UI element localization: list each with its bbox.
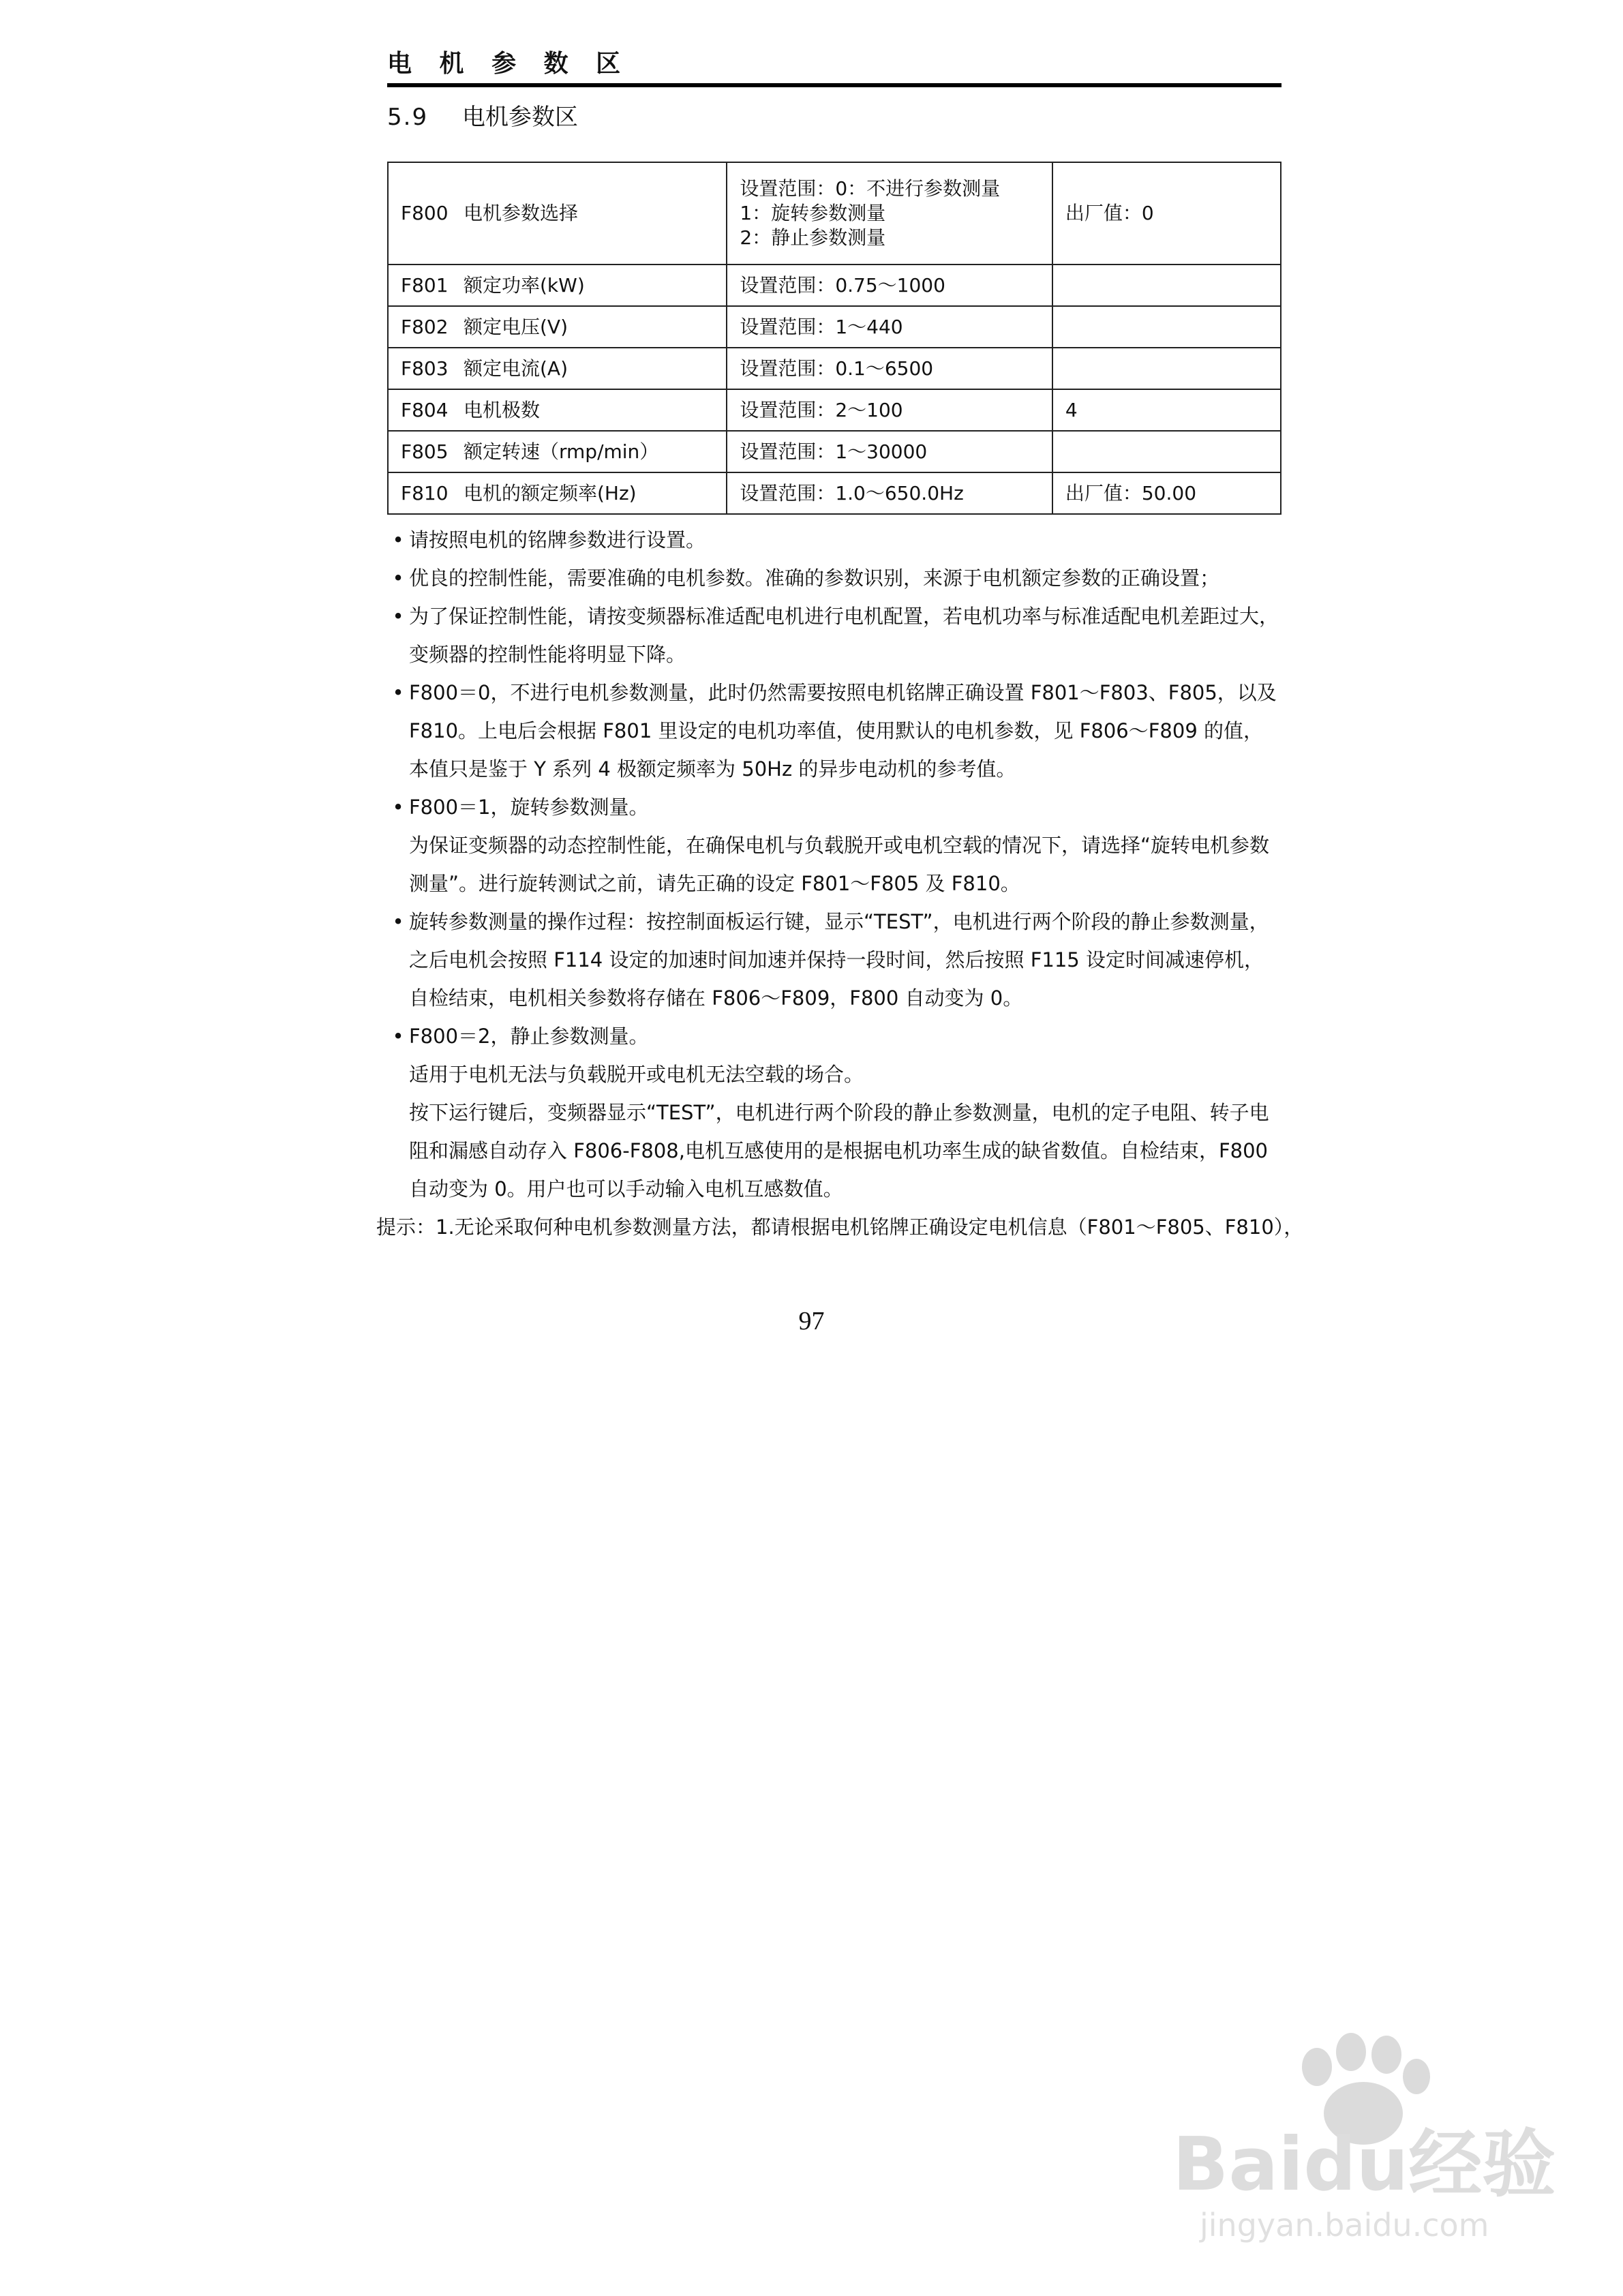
- note-text: 请按照电机的铭牌参数进行设置。: [409, 528, 706, 552]
- bullet-dot: •: [392, 567, 404, 590]
- section-heading: [387, 104, 578, 131]
- note-text: 旋转参数测量的操作过程：按控制面板运行键，显示“TEST”，电机进行两个阶段的静止参数测量，之后电机会按照 F114 设定的加速时间加速并保持一段时间，然后按照 F115 设定时间减速停机，自检结束，电机相关参数将存储在 F806～F809，F800 自动变为 0。: [409, 910, 1269, 1010]
- param-default-cell: [1052, 348, 1281, 389]
- param-name-cell: [388, 162, 727, 265]
- param-name: 额定功率(kW): [464, 273, 585, 297]
- section-number: 5.9: [387, 104, 429, 131]
- note-bullet: [387, 521, 1281, 559]
- param-code: F810: [401, 481, 449, 504]
- bullet-dot: •: [392, 910, 404, 933]
- param-name-cell: [388, 431, 727, 472]
- param-code: F805: [401, 440, 449, 463]
- table-row: [388, 431, 1281, 472]
- note-bullet: [387, 903, 1281, 1017]
- table-row: [388, 162, 1281, 265]
- watermark-brand: Baidu经验: [1172, 2122, 1556, 2207]
- param-default-cell: 出厂值：0: [1052, 162, 1281, 265]
- note-bullet: [387, 788, 1281, 826]
- param-code: F804: [401, 398, 449, 421]
- watermark-url: jingyan.baidu.com: [1200, 2207, 1489, 2244]
- note-detail: 为保证变频器的动态控制性能，在确保电机与负载脱开或电机空载的情况下，请选择“旋转电机参数测量”。进行旋转测试之前，请先正确的设定 F801～F805 及 F810。: [409, 834, 1270, 895]
- bullet-dot: •: [392, 605, 404, 628]
- param-name: 电机的额定频率(Hz): [464, 481, 637, 504]
- param-range-line: 设置范围：0：不进行参数测量: [740, 177, 1001, 200]
- param-name: 电机参数选择: [464, 202, 579, 224]
- table-row: [388, 265, 1281, 306]
- param-range-line: 1：旋转参数测量: [740, 202, 886, 224]
- param-name: 电机极数: [464, 398, 541, 421]
- param-range-cell: 设置范围：0.75～1000: [727, 265, 1052, 306]
- param-code: F803: [401, 357, 449, 380]
- notes-section: [376, 521, 1304, 1246]
- bullet-dot: •: [392, 681, 404, 704]
- table-row: [388, 348, 1281, 389]
- note-bullet: [387, 559, 1281, 597]
- param-code: F801: [401, 273, 449, 297]
- note-text: F800＝0，不进行电机参数测量，此时仍然需要按照电机铭牌正确设置 F801～F803、F805，以及F810。上电后会根据 F801 里设定的电机功率值，使用默认的电机参数，见 F806～F809 的值，本值只是鉴于 Y 系列 4 极额定频率为 50Hz 的异步电动机的参考值。: [409, 681, 1277, 781]
- param-range-cell: 设置范围：0.1～6500: [727, 348, 1052, 389]
- note-bullet: [387, 1017, 1281, 1055]
- param-default-cell: [1052, 306, 1281, 348]
- page-number: 97: [798, 1307, 825, 1335]
- baidu-jingyan-watermark-logo: [1159, 2031, 1568, 2250]
- param-name: 额定电流(A): [464, 357, 568, 380]
- note-detail: 按下运行键后，变频器显示“TEST”，电机进行两个阶段的静止参数测量，电机的定子电阻、转子电阻和漏感自动存入 F806-F808,电机互感使用的是根据电机功率生成的缺省数值。自检结束，F800 自动变为 0。用户也可以手动输入电机互感数值。: [409, 1101, 1269, 1200]
- param-range-line: 2：静止参数测量: [740, 226, 886, 249]
- bullet-dot: •: [392, 528, 404, 552]
- param-name-cell: [388, 348, 727, 389]
- note-text: 优良的控制性能，需要准确的电机参数。准确的参数识别，来源于电机额定参数的正确设置；: [409, 567, 1220, 590]
- table-row: [388, 306, 1281, 348]
- param-default-cell: [1052, 265, 1281, 306]
- running-title: 电 机 参 数 区: [387, 50, 631, 78]
- note-bullet: [387, 597, 1281, 674]
- param-name-cell: [388, 265, 727, 306]
- param-code: F800: [401, 202, 449, 224]
- bullet-dot: •: [392, 796, 404, 819]
- note-text: 为了保证控制性能，请按变频器标准适配电机进行电机配置，若电机功率与标准适配电机差距过大，变频器的控制性能将明显下降。: [409, 605, 1279, 666]
- note-detail: 适用于电机无法与负载脱开或电机无法空载的场合。: [409, 1063, 864, 1086]
- param-name-cell: [388, 472, 727, 514]
- param-name: 额定电压(V): [464, 315, 568, 338]
- bullet-dot: •: [392, 1025, 404, 1048]
- note-bullet: [387, 674, 1281, 788]
- param-name-cell: [388, 306, 727, 348]
- param-default-cell: [1052, 431, 1281, 472]
- hint-text: 提示：1.无论采取何种电机参数测量方法，都请根据电机铭牌正确设定电机信息（F801～F805、F810），: [376, 1215, 1304, 1239]
- table-row: [388, 389, 1281, 431]
- param-name-cell: [388, 389, 727, 431]
- note-text: F800＝1，旋转参数测量。: [409, 796, 649, 819]
- param-range-cell: 设置范围：2～100: [727, 389, 1052, 431]
- param-range-cell: [727, 162, 1052, 265]
- section-title: 电机参数区: [462, 104, 578, 131]
- param-default-cell: 出厂值：50.00: [1052, 472, 1281, 514]
- param-range-cell: 设置范围：1.0～650.0Hz: [727, 472, 1052, 514]
- param-default-cell: 4: [1052, 389, 1281, 431]
- page-header: [387, 46, 1281, 87]
- note-text: F800＝2，静止参数测量。: [409, 1025, 649, 1048]
- param-range-cell: 设置范围：1～440: [727, 306, 1052, 348]
- param-code: F802: [401, 315, 449, 338]
- param-name: 额定转速（rmp/min）: [464, 440, 659, 463]
- param-range-cell: 设置范围：1～30000: [727, 431, 1052, 472]
- parameter-table: [387, 162, 1281, 515]
- table-row: [388, 472, 1281, 514]
